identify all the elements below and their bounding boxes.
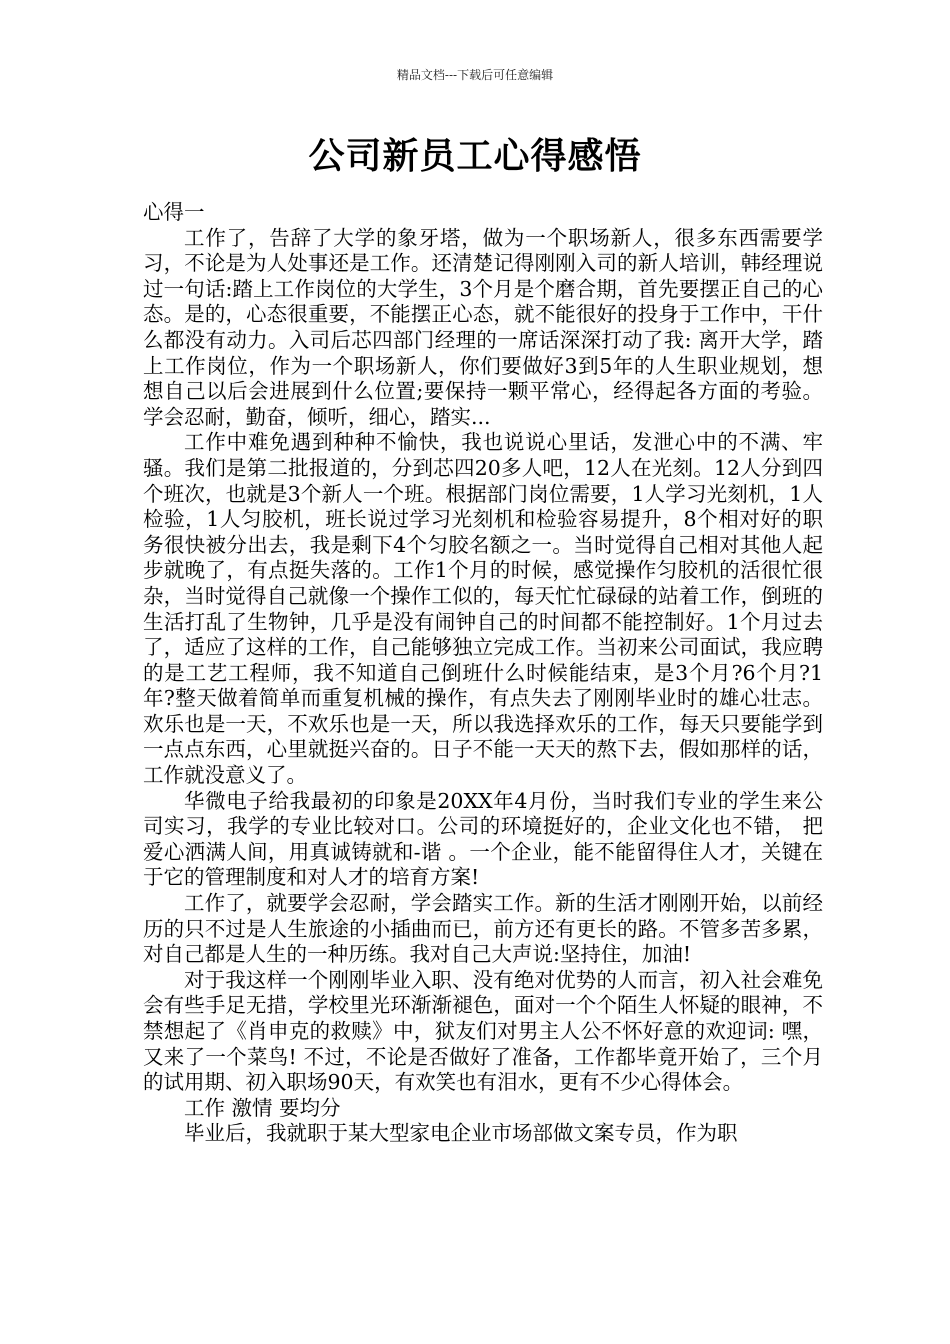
- paragraph: 工作了，告辞了大学的象牙塔，做为一个职场新人，很多东西需要学习，不论是为人处事还是工作。还清楚记得刚刚入司的新人培训，韩经理说过一句话:踏上工作岗位的大学生，3个月是个磨合期，首先要摆正自己的心态。是的，心态很重要，不能摆正心态，就不能很好的投身于工作中，干什么都没有动力。入司后芯四部门经理的一席话深深打动了我: 离开大学，踏上工作岗位，作为一个职场新人，你们要做好3到5年的人生职业规划，想想自己以后会进展到什么位置;要保持一颗平常心，经得起各方面的考验。学会忍耐，勤奋，倾听，细心，踏实...: [143, 225, 823, 429]
- section-label: 心得一: [143, 200, 205, 224]
- document-title: 公司新员工心得感悟: [308, 136, 642, 177]
- paragraph: 工作中难免遇到种种不愉快，我也说说心里话，发泄心中的不满、牢骚。我们是第二批报道的，分到芯四20多人吧，12人在光刻。12人分到四个班次，也就是3个新人一个班。根据部门岗位需要，1人学习光刻机，1人检验，1人匀胶机，班长说过学习光刻机和检验容易提升，8个相对好的职务很快被分出去，我是剩下4个匀胶名额之一。当时觉得自己相对其他人起步就晚了，有点挺失落的。工作1个月的时候，感觉操作匀胶机的活很忙很杂，当时觉得自己就像一个操作工似的，每天忙忙碌碌的站着工作，倒班的生活打乱了生物钟，几乎是没有闹钟自己的时间都不能控制好。1个月过去了，适应了这样的工作，自己能够独立完成工作。当初来公司面试，我应聘的是工艺工程师，我不知道自己倒班什么时候能结束，是3个月?6个月?1年?整天做着简单而重复机械的操作，有点失去了刚刚毕业时的雄心壮志。欢乐也是一天，不欢乐也是一天，所以我选择欢乐的工作，每天只要能学到一点点东西，心里就挺兴奋的。日子不能一天天的熬下去，假如那样的话，工作就没意义了。: [143, 430, 823, 788]
- paragraph: 对于我这样一个刚刚毕业入职、没有绝对优势的人而言，初入社会难免会有些手足无措，学校里光环渐渐褪色，面对一个个陌生人怀疑的眼神，不禁想起了《肖申克的救赎》中，狱友们对男主人公不怀好意的欢迎词: 嘿，又来了一个菜鸟! 不过，不论是否做好了准备，工作都毕竟开始了，三个月的试用期、初入职场90天，有欢笑也有泪水，更有不少心得体会。: [143, 967, 823, 1095]
- subheading: 工作 激情 要均分: [184, 1095, 341, 1120]
- paragraph: 华微电子给我最初的印象是20XX年4月份，当时我们专业的学生来公司实习，我学的专业比较对口。公司的环境挺好的，企业文化也不错， 把爱心洒满人间，用真诚铸就和-谐 。一个企业，能不能留得住人才，关键在于它的管理制度和对人才的培育方案!: [143, 788, 823, 890]
- document-body: [143, 200, 823, 1147]
- paragraph: 毕业后，我就职于某大型家电企业市场部做文案专员，作为职: [184, 1121, 738, 1146]
- page-header-note: 精品文档---下载后可任意编辑: [396, 68, 554, 82]
- paragraph: 工作了，就要学会忍耐，学会踏实工作。新的生活才刚刚开始，以前经历的只不过是人生旅途的小插曲而已，前方还有更长的路。不管多苦多累，对自己都是人生的一种历练。我对自己大声说:坚持住，加油!: [143, 891, 823, 967]
